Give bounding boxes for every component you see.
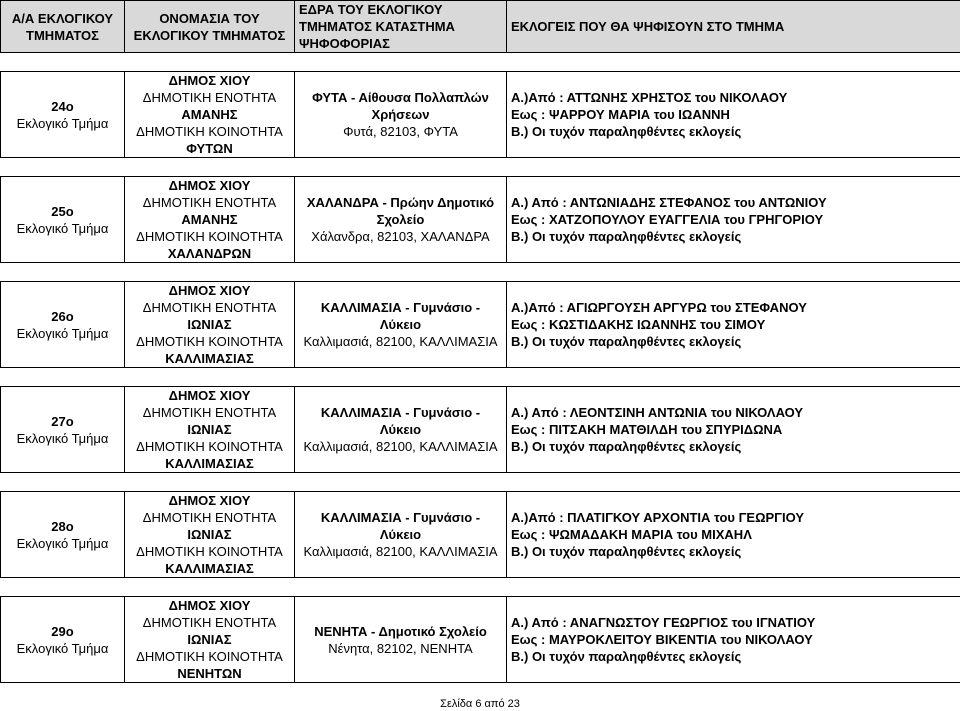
voters-cell [507, 282, 960, 368]
voters-line: Εως : ΨΑΡΡΟΥ ΜΑΡΙΑ του ΙΩΑΝΝΗ [511, 107, 730, 122]
section-number-cell [1, 282, 125, 368]
venue-address: Χάλανδρα, 82103, ΧΑΛΑΝΔΡΑ [311, 229, 490, 244]
venue-address: Καλλιμασιά, 82100, ΚΑΛΛΙΜΑΣΙΑ [303, 439, 498, 454]
section-name-line: ΦΥΤΩΝ [186, 141, 233, 156]
header-section-name: ΟΝΟΜΑΣΙΑ ΤΟΥ ΕΚΛΟΓΙΚΟΥ ΤΜΗΜΑΤΟΣ [125, 1, 295, 53]
section-number-cell [1, 72, 125, 158]
voters-line: Α.) Από : ΑΝΑΓΝΩΣΤΟΥ ΓΕΩΡΓΙΟΣ του ΙΓΝΑΤΙΟΥ [511, 615, 816, 630]
section-name-cell [125, 597, 295, 683]
section-label: Εκλογικό Τμήμα [16, 535, 109, 551]
section-name-line: ΔΗΜΟΤΙΚΗ ΕΝΟΤΗΤΑ [142, 405, 277, 420]
section-name-cell [125, 492, 295, 578]
section-name-line: ΔΗΜΟΣ ΧΙΟΥ [168, 283, 251, 298]
venue-name: ΚΑΛΛΙΜΑΣΙΑ - Γυμνάσιο - Λύκειο [320, 300, 481, 332]
section-name-line: ΔΗΜΟΤΙΚΗ ΚΟΙΝΟΤΗΤΑ [136, 439, 283, 454]
section-name-line: ΔΗΜΟΤΙΚΗ ΚΟΙΝΟΤΗΤΑ [136, 544, 283, 559]
voters-line: Α.) Από : ΛΕΟΝΤΣΙΝΗ ΑΝΤΩΝΙΑ του ΝΙΚΟΛΑΟΥ [511, 405, 804, 420]
section-name-line: ΙΩΝΙΑΣ [187, 422, 232, 437]
row-spacer [1, 158, 960, 177]
section-number: 26ο [51, 308, 74, 324]
venue-name: ΦΥΤΑ - Αίθουσα Πολλαπλών Χρήσεων [312, 90, 489, 122]
section-name-line: ΔΗΜΟΤΙΚΗ ΕΝΟΤΗΤΑ [142, 195, 277, 210]
spacer-cell [1, 578, 960, 597]
venue-address: Καλλιμασιά, 82100, ΚΑΛΛΙΜΑΣΙΑ [303, 544, 498, 559]
section-name-line: ΚΑΛΛΙΜΑΣΙΑΣ [165, 351, 254, 366]
section-number: 29ο [51, 623, 74, 639]
voters-cell [507, 492, 960, 578]
venue-cell [295, 282, 507, 368]
section-name-line: ΔΗΜΟΤΙΚΗ ΕΝΟΤΗΤΑ [142, 615, 277, 630]
row-spacer [1, 578, 960, 597]
section-name-line: ΙΩΝΙΑΣ [187, 632, 232, 647]
section-number: 27ο [51, 413, 74, 429]
voters-line: Εως : ΠΙΤΣΑΚΗ ΜΑΤΘΙΛΔΗ του ΣΠΥΡΙΔΩΝΑ [511, 422, 783, 437]
section-name-line: ΔΗΜΟΤΙΚΗ ΚΟΙΝΟΤΗΤΑ [136, 229, 283, 244]
voters-line: Εως : ΧΑΤΖΟΠΟΥΛΟΥ ΕΥΑΓΓΕΛΙΑ του ΓΡΗΓΟΡΙΟΥ [511, 212, 824, 227]
section-name-line: ΙΩΝΙΑΣ [187, 527, 232, 542]
voters-line: Εως : ΨΩΜΑΔΑΚΗ ΜΑΡΙΑ του ΜΙΧΑΗΛ [511, 527, 752, 542]
section-name-line: ΔΗΜΟΤΙΚΗ ΚΟΙΝΟΤΗΤΑ [136, 334, 283, 349]
table-row [1, 492, 960, 578]
voters-line: Α.)Από : ΠΛΑΤΙΓΚΟΥ ΑΡΧΟΝΤΙΑ του ΓΕΩΡΓΙΟΥ [511, 510, 805, 525]
spacer-cell [1, 368, 960, 387]
row-spacer [1, 368, 960, 387]
section-name-cell [125, 282, 295, 368]
table-row [1, 387, 960, 473]
voters-line: Α.)Από : ΑΓΙΩΡΓΟΥΣΗ ΑΡΓΥΡΩ του ΣΤΕΦΑΝΟΥ [511, 300, 807, 315]
voters-cell [507, 177, 960, 263]
voters-line: Β.) Οι τυχόν παραληφθέντες εκλογείς [511, 124, 742, 139]
section-name-line: ΔΗΜΟΣ ΧΙΟΥ [168, 598, 251, 613]
section-name-line: ΔΗΜΟΤΙΚΗ ΚΟΙΝΟΤΗΤΑ [136, 649, 283, 664]
spacer-cell [1, 263, 960, 282]
venue-address: Νένητα, 82102, ΝΕΝΗΤΑ [328, 640, 473, 656]
venue-cell [295, 387, 507, 473]
venue-address: Καλλιμασιά, 82100, ΚΑΛΛΙΜΑΣΙΑ [303, 334, 498, 349]
table-row [1, 72, 960, 158]
section-label: Εκλογικό Τμήμα [16, 115, 109, 131]
section-number-cell [1, 492, 125, 578]
section-name-line: ΝΕΝΗΤΩΝ [177, 666, 242, 681]
table-row [1, 177, 960, 263]
voters-line: Β.) Οι τυχόν παραληφθέντες εκλογείς [511, 649, 742, 664]
section-name-line: ΔΗΜΟΣ ΧΙΟΥ [168, 178, 251, 193]
table-row [1, 597, 960, 683]
header-polling-venue: ΕΔΡΑ ΤΟΥ ΕΚΛΟΓΙΚΟΥ ΤΜΗΜΑΤΟΣ ΚΑΤΑΣΤΗΜΑ ΨΗΦΟΦΟΡΙΑΣ [295, 1, 507, 53]
section-name-cell [125, 177, 295, 263]
venue-cell [295, 72, 507, 158]
section-label: Εκλογικό Τμήμα [16, 220, 109, 236]
venue-name: ΧΑΛΑΝΔΡΑ - Πρώην Δημοτικό Σχολείο [306, 195, 495, 227]
voters-cell [507, 597, 960, 683]
section-label: Εκλογικό Τμήμα [16, 430, 109, 446]
section-number-cell [1, 387, 125, 473]
venue-cell [295, 492, 507, 578]
section-number-cell [1, 177, 125, 263]
section-name-line: ΔΗΜΟΣ ΧΙΟΥ [168, 388, 251, 403]
section-label: Εκλογικό Τμήμα [16, 325, 109, 341]
venue-cell [295, 177, 507, 263]
section-name-line: ΧΑΛΑΝΔΡΩΝ [167, 246, 252, 261]
voters-cell [507, 387, 960, 473]
section-name-line: ΔΗΜΟΤΙΚΗ ΕΝΟΤΗΤΑ [142, 300, 277, 315]
row-spacer [1, 53, 960, 72]
voters-line: Α.)Από : ΑΤΤΩΝΗΣ ΧΡΗΣΤΟΣ του ΝΙΚΟΛΑΟΥ [511, 90, 788, 105]
venue-cell [295, 597, 507, 683]
header-voters: ΕΚΛΟΓΕΙΣ ΠΟΥ ΘΑ ΨΗΦΙΣΟΥΝ ΣΤΟ ΤΜΗΜΑ [507, 1, 960, 53]
voters-line: Β.) Οι τυχόν παραληφθέντες εκλογείς [511, 439, 742, 454]
section-name-line: ΚΑΛΛΙΜΑΣΙΑΣ [165, 456, 254, 471]
spacer-cell [1, 53, 960, 72]
voters-line: Β.) Οι τυχόν παραληφθέντες εκλογείς [511, 334, 742, 349]
section-number: 25ο [51, 203, 74, 219]
page-footer: Σελίδα 6 από 23 [440, 698, 520, 710]
section-name-line: ΑΜΑΝΗΣ [181, 107, 238, 122]
venue-address: Φυτά, 82103, ΦΥΤΑ [343, 124, 458, 139]
voters-cell [507, 72, 960, 158]
section-name-line: ΔΗΜΟΤΙΚΗ ΕΝΟΤΗΤΑ [142, 90, 277, 105]
header-row [1, 1, 960, 53]
voters-line: Β.) Οι τυχόν παραληφθέντες εκλογείς [511, 229, 742, 244]
voters-line: Α.) Από : ΑΝΤΩΝΙΑΔΗΣ ΣΤΕΦΑΝΟΣ του ΑΝΤΩΝΙΟΥ [511, 195, 827, 210]
section-name-line: ΔΗΜΟΣ ΧΙΟΥ [168, 493, 251, 508]
header-section-number: Α/Α ΕΚΛΟΓΙΚΟΥ ΤΜΗΜΑΤΟΣ [1, 1, 125, 53]
section-name-line: ΔΗΜΟΣ ΧΙΟΥ [168, 73, 251, 88]
section-number-cell [1, 597, 125, 683]
section-name-line: ΔΗΜΟΤΙΚΗ ΕΝΟΤΗΤΑ [142, 510, 277, 525]
section-name-line: ΚΑΛΛΙΜΑΣΙΑΣ [165, 561, 254, 576]
section-number: 28ο [51, 518, 74, 534]
section-name-line: ΑΜΑΝΗΣ [181, 212, 238, 227]
row-spacer [1, 473, 960, 492]
venue-name: ΚΑΛΛΙΜΑΣΙΑ - Γυμνάσιο - Λύκειο [320, 405, 481, 437]
section-label: Εκλογικό Τμήμα [16, 640, 109, 656]
section-name-line: ΙΩΝΙΑΣ [187, 317, 232, 332]
table-row [1, 282, 960, 368]
spacer-cell [1, 473, 960, 492]
section-name-cell [125, 387, 295, 473]
voters-line: Β.) Οι τυχόν παραληφθέντες εκλογείς [511, 544, 742, 559]
section-number: 24ο [51, 98, 74, 114]
voters-line: Εως : ΜΑΥΡΟΚΛΕΙΤΟΥ ΒΙΚΕΝΤΙΑ του ΝΙΚΟΛΑΟΥ [511, 632, 813, 647]
section-name-line: ΔΗΜΟΤΙΚΗ ΚΟΙΝΟΤΗΤΑ [136, 124, 283, 139]
row-spacer [1, 263, 960, 282]
spacer-cell [1, 158, 960, 177]
voters-line: Εως : ΚΩΣΤΙΔΑΚΗΣ ΙΩΑΝΝΗΣ του ΣΙΜΟΥ [511, 317, 766, 332]
venue-name: ΝΕΝΗΤΑ - Δημοτικό Σχολείο [314, 623, 487, 639]
section-name-cell [125, 72, 295, 158]
venue-name: ΚΑΛΛΙΜΑΣΙΑ - Γυμνάσιο - Λύκειο [320, 510, 481, 542]
